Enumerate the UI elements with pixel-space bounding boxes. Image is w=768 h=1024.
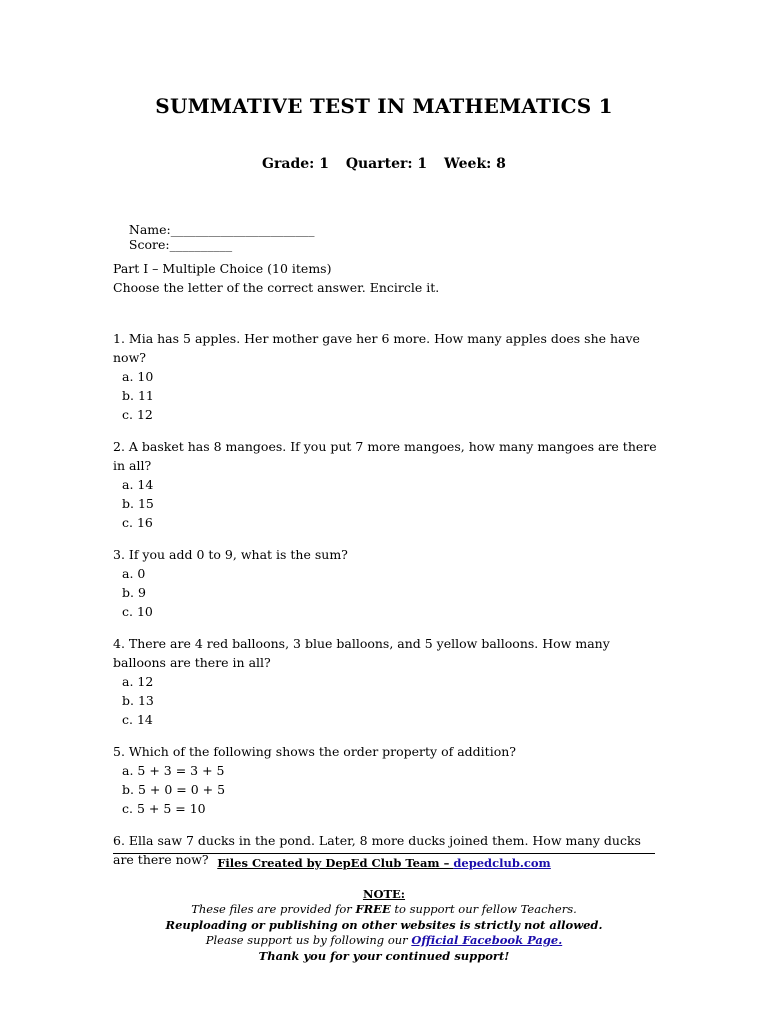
answer-choice[interactable]: a. 12 <box>122 674 154 689</box>
question-item <box>113 329 658 424</box>
note-line-1-suffix: to support our fellow Teachers. <box>390 902 577 916</box>
question-item <box>113 634 658 729</box>
quarter-label: Quarter: 1 <box>345 156 428 172</box>
answer-choice[interactable]: a. 5 + 3 = 3 + 5 <box>122 763 225 778</box>
footer <box>113 853 655 964</box>
answer-choice[interactable]: a. 0 <box>122 566 146 581</box>
page-title: SUMMATIVE TEST IN MATHEMATICS 1 <box>155 94 613 118</box>
credit-text: Files Created by DepEd Club Team – <box>217 856 454 870</box>
choice-list <box>113 761 658 818</box>
part-instructions <box>113 259 673 297</box>
note-line-4: Thank you for your continued support! <box>258 948 510 963</box>
note-line-3-prefix: Please support us by following our <box>205 933 412 947</box>
answer-choice[interactable]: b. 9 <box>122 585 146 600</box>
question-item <box>113 437 658 532</box>
question-stem: 4. There are 4 red balloons, 3 blue balloons, and 5 yellow balloons. How many balloons are there in all? <box>113 636 610 670</box>
question-stem: 3. If you add 0 to 9, what is the sum? <box>113 547 348 562</box>
week-label: Week: 8 <box>444 156 506 172</box>
question-stem: 5. Which of the following shows the order property of addition? <box>113 744 516 759</box>
answer-choice[interactable]: b. 13 <box>122 693 154 708</box>
facebook-page-link[interactable]: Official Facebook Page. <box>411 933 563 947</box>
question-item <box>113 545 658 621</box>
answer-choice[interactable]: b. 15 <box>122 496 154 511</box>
choice-list <box>113 367 658 424</box>
answer-choice[interactable]: c. 5 + 5 = 10 <box>122 801 206 816</box>
part-heading: Part I – Multiple Choice (10 items) <box>113 261 332 276</box>
question-item <box>113 742 658 818</box>
question-stem: 1. Mia has 5 apples. Her mother gave her 6 more. How many apples does she have now? <box>113 331 640 365</box>
test-details <box>0 156 768 172</box>
answer-choice[interactable]: c. 10 <box>122 604 153 619</box>
note-line-2: Reuploading or publishing on other websites is strictly not allowed. <box>165 917 603 932</box>
choice-list <box>113 564 658 621</box>
answer-choice[interactable]: c. 12 <box>122 407 153 422</box>
note-line-1-bold: FREE <box>355 902 391 916</box>
choice-list <box>113 672 658 729</box>
footer-credit <box>113 856 655 872</box>
question-stem: 6. Ella saw 7 ducks in the pond. Later, 8 more ducks joined them. How many ducks are there now? <box>113 833 641 867</box>
question-stem: 2. A basket has 8 mangoes. If you put 7 more mangoes, how many mangoes are there in all? <box>113 439 657 473</box>
note-line-3 <box>113 933 655 949</box>
note-line-1-prefix: These files are provided for <box>191 902 356 916</box>
grade-label: Grade: 1 <box>262 156 329 172</box>
choice-list <box>113 475 658 532</box>
answer-choice[interactable]: b. 11 <box>122 388 154 403</box>
website-link[interactable]: depedclub.com <box>453 856 551 870</box>
answer-choice[interactable]: a. 10 <box>122 369 154 384</box>
name-field: Name:_______________________ <box>128 222 315 237</box>
student-info <box>113 207 325 267</box>
answer-choice[interactable]: c. 16 <box>122 515 153 530</box>
note-line-1 <box>113 902 655 918</box>
question-list <box>113 329 658 882</box>
note-heading: NOTE: <box>362 886 406 901</box>
answer-choice[interactable]: b. 5 + 0 = 0 + 5 <box>122 782 226 797</box>
answer-choice[interactable]: c. 14 <box>122 712 153 727</box>
part-instruction: Choose the letter of the correct answer. Encircle it. <box>113 280 440 295</box>
answer-choice[interactable]: a. 14 <box>122 477 154 492</box>
score-field: Score:__________ <box>128 237 233 252</box>
